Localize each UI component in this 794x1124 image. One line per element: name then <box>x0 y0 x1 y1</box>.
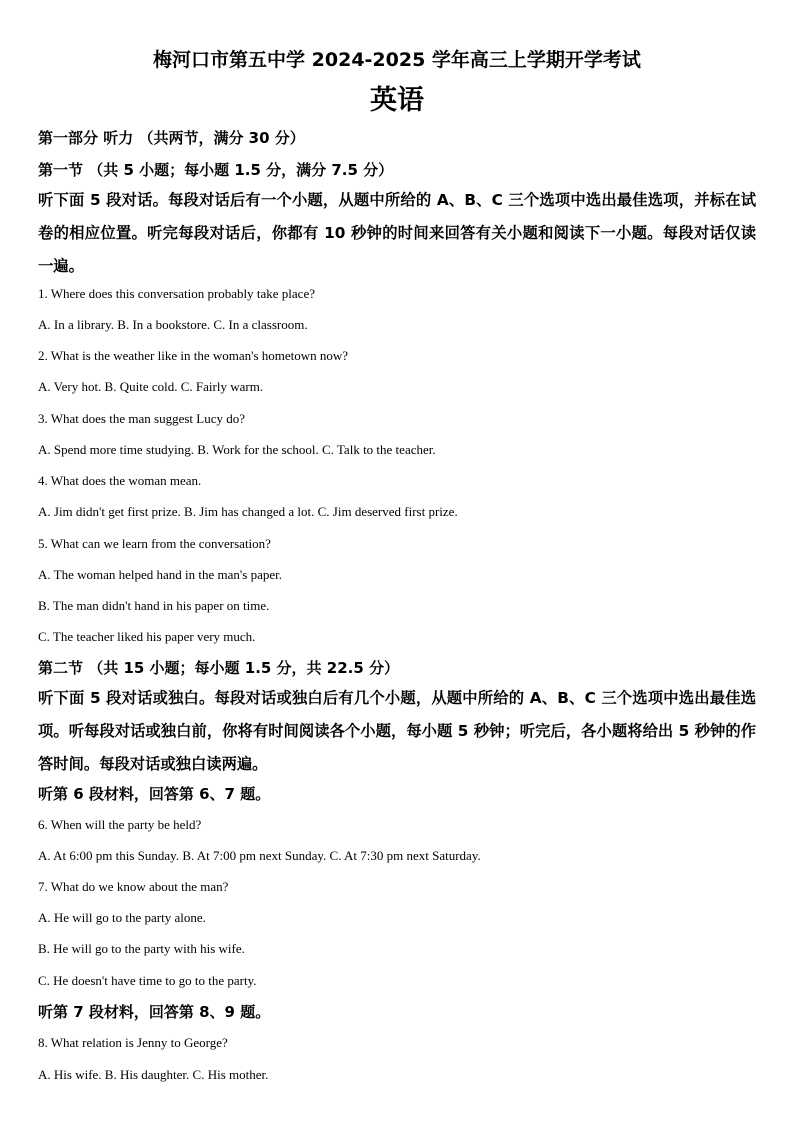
question-5-option-a: A. The woman helped hand in the man's paper. <box>38 567 282 582</box>
question-1-options: A. In a library. B. In a bookstore. C. In a classroom. <box>38 317 308 332</box>
subject-title: 英语 <box>370 85 424 116</box>
exam-title: 梅河口市第五中学 2024-2025 学年高三上学期开学考试 <box>153 49 641 71</box>
question-7-option-c: C. He doesn't have time to go to the party. <box>38 973 257 988</box>
question-7-option-b: B. He will go to the party with his wife. <box>38 941 245 956</box>
question-3-stem: 3. What does the man suggest Lucy do? <box>38 411 245 426</box>
question-8-stem: 8. What relation is Jenny to George? <box>38 1035 228 1050</box>
question-4-options: A. Jim didn't get first prize. B. Jim has changed a lot. C. Jim deserved first prize. <box>38 504 458 519</box>
section1-heading: 第一节 （共 5 小题；每小题 1.5 分，满分 7.5 分） <box>38 161 394 179</box>
part1-heading: 第一部分 听力 （共两节，满分 30 分） <box>38 129 305 147</box>
question-5-stem: 5. What can we learn from the conversation? <box>38 536 271 551</box>
section2-heading: 第二节 （共 15 小题；每小题 1.5 分，共 22.5 分） <box>38 659 400 677</box>
material-6-heading: 听第 6 段材料，回答第 6、7 题。 <box>38 785 271 803</box>
question-6-stem: 6. When will the party be held? <box>38 817 202 832</box>
section1-instructions: 听下面 5 段对话。每段对话后有一个小题，从题中所给的 A、B、C 三个选项中选出最佳选项，并标在试卷的相应位置。听完每段对话后，你都有 10 秒钟的时间来回答有关小题和阅读下一小题。每段对话仅读一遍。 <box>38 191 756 275</box>
question-2-stem: 2. What is the weather like in the woman's hometown now? <box>38 348 349 363</box>
section2-instructions: 听下面 5 段对话或独白。每段对话或独白后有几个小题，从题中所给的 A、B、C 三个选项中选出最佳选项。听每段对话或独白前，你将有时间阅读各个小题，每小题 5 秒钟；听完后，各小题将给出 5 秒钟的作答时间。每段对话或独白读两遍。 <box>38 689 756 773</box>
material-7-heading: 听第 7 段材料，回答第 8、9 题。 <box>38 1003 271 1021</box>
question-7-stem: 7. What do we know about the man? <box>38 879 229 894</box>
question-7-option-a: A. He will go to the party alone. <box>38 910 206 925</box>
question-4-stem: 4. What does the woman mean. <box>38 473 202 488</box>
question-5-option-c: C. The teacher liked his paper very much. <box>38 629 256 644</box>
question-6-options: A. At 6:00 pm this Sunday. B. At 7:00 pm next Sunday. C. At 7:30 pm next Saturday. <box>38 848 481 863</box>
question-8-options: A. His wife. B. His daughter. C. His mother. <box>38 1067 269 1082</box>
question-3-options: A. Spend more time studying. B. Work for the school. C. Talk to the teacher. <box>38 442 436 457</box>
question-5-option-b: B. The man didn't hand in his paper on time. <box>38 598 270 613</box>
question-2-options: A. Very hot. B. Quite cold. C. Fairly warm. <box>38 379 264 394</box>
question-1-stem: 1. Where does this conversation probably take place? <box>38 286 315 301</box>
